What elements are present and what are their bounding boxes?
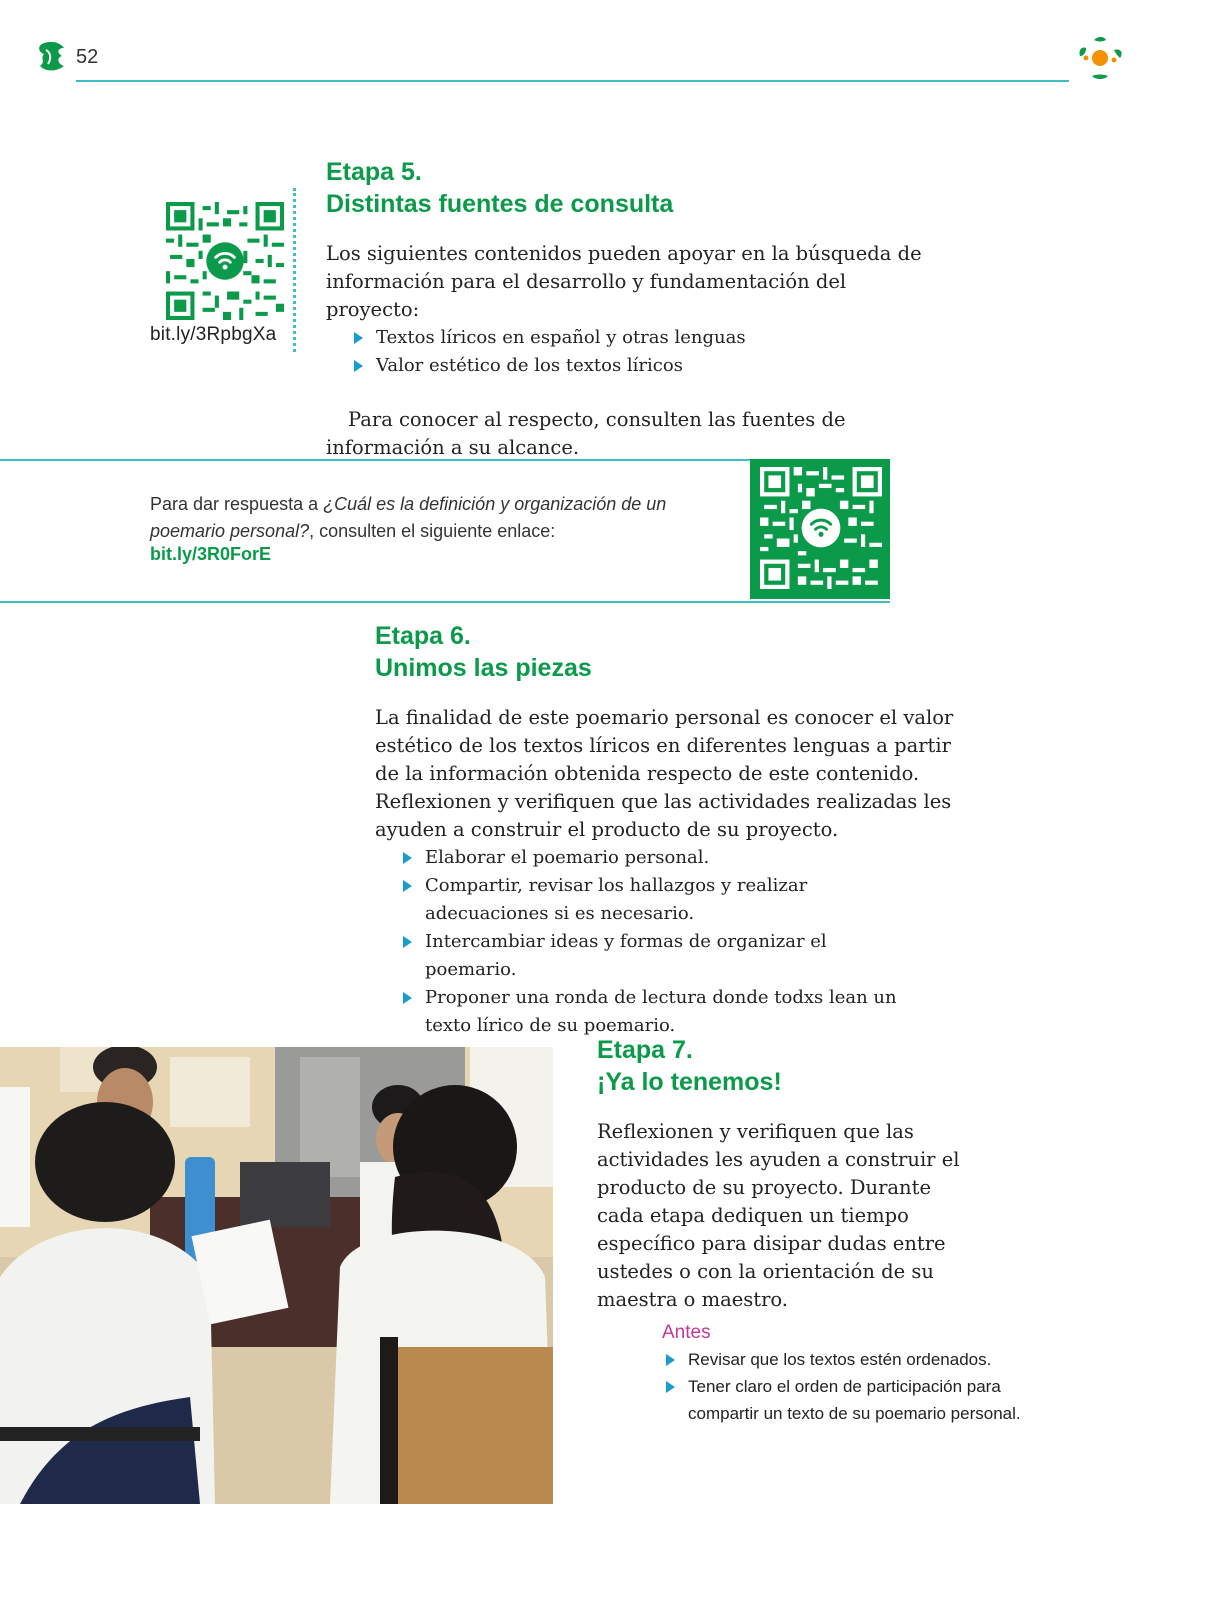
list-item: Elaborar el poemario personal. bbox=[399, 844, 909, 872]
stage7-section bbox=[597, 1034, 977, 1314]
info-box-link[interactable]: bit.ly/3R0ForE bbox=[150, 544, 272, 564]
bullet-triangle-icon bbox=[354, 360, 363, 372]
info-box-text: Para dar respuesta a ¿Cuál es la definición y organización de un poemario personal?, consulten el siguiente enlace: bbox=[150, 494, 667, 541]
stage5-section bbox=[326, 156, 946, 462]
stage6-bullet-list bbox=[399, 844, 909, 1040]
list-item: Revisar que los textos estén ordenados. bbox=[662, 1346, 1062, 1373]
stage5-intro: Los siguientes contenidos pueden apoyar en la búsqueda de información para el desarrollo y fundamentación del proyecto: bbox=[326, 242, 922, 321]
list-item: Textos líricos en español y otras lenguas bbox=[350, 324, 946, 352]
bullet-triangle-icon bbox=[354, 332, 363, 344]
page-number: 52 bbox=[76, 46, 99, 68]
stage5-qr-block bbox=[148, 196, 298, 356]
bullet-triangle-icon bbox=[403, 936, 412, 948]
stage6-subtitle: Unimos las piezas bbox=[375, 654, 592, 682]
info-box-question: ¿Cuál es la definición y organización de un poemario personal? bbox=[150, 494, 667, 541]
qr-link-text[interactable]: bit.ly/3RpbgXa bbox=[150, 324, 277, 345]
antes-label: Antes bbox=[662, 1322, 711, 1343]
header-rule bbox=[76, 80, 1069, 82]
list-item: Compartir, revisar los hallazgos y realizar adecuaciones si es necesario. bbox=[399, 872, 909, 928]
stage6-intro: La finalidad de este poemario personal es conocer el valor estético de los textos líricos en diferentes lenguas a partir de la información obtenida respecto de este contenido. Reflexionen y verifiquen que las actividades realizadas les ayuden a construir el producto de su proyecto. bbox=[375, 706, 954, 841]
info-box bbox=[0, 459, 890, 603]
info-box-qr-panel bbox=[750, 459, 890, 599]
stage6-title: Etapa 6. bbox=[375, 622, 471, 650]
antes-block bbox=[662, 1320, 1082, 1427]
bullet-triangle-icon bbox=[403, 880, 412, 892]
qr-code-icon[interactable] bbox=[760, 467, 882, 589]
stage5-subtitle: Distintas fuentes de consulta bbox=[326, 190, 674, 218]
qr-code-icon[interactable] bbox=[166, 202, 284, 320]
bullet-triangle-icon bbox=[403, 992, 412, 1004]
stage5-closing: Para conocer al respecto, consulten las fuentes de información a su alcance. bbox=[326, 408, 846, 459]
list-item: Intercambiar ideas y formas de organizar el poemario. bbox=[399, 928, 909, 984]
bullet-triangle-icon bbox=[666, 1381, 675, 1393]
green-leaf-icon bbox=[36, 40, 68, 74]
stage7-subtitle: ¡Ya lo tenemos! bbox=[597, 1068, 782, 1096]
stage7-title: Etapa 7. bbox=[597, 1036, 693, 1064]
stage7-intro: Reflexionen y verifiquen que las actividades les ayuden a construir el producto de su proyecto. Durante cada etapa dediquen un tiempo específico para disipar dudas entre ustedes o con la orientación de su maestra o maestro. bbox=[597, 1120, 960, 1311]
list-item: Proponer una ronda de lectura donde todxs lean un texto lírico de su poemario. bbox=[399, 984, 909, 1040]
stage5-title: Etapa 5. bbox=[326, 158, 422, 186]
colored-dots-logo-icon bbox=[1074, 34, 1126, 84]
antes-bullet-list bbox=[662, 1346, 1062, 1427]
list-item: Tener claro el orden de participación para compartir un texto de su poemario personal. bbox=[662, 1373, 1062, 1427]
stage5-bullet-list bbox=[350, 324, 946, 380]
classroom-photo bbox=[0, 1047, 553, 1504]
stage6-section bbox=[375, 620, 975, 1040]
list-item: Valor estético de los textos líricos bbox=[350, 352, 946, 380]
qr-dotted-divider bbox=[293, 188, 296, 352]
bullet-triangle-icon bbox=[403, 852, 412, 864]
page-header bbox=[0, 0, 1214, 90]
bullet-triangle-icon bbox=[666, 1354, 675, 1366]
